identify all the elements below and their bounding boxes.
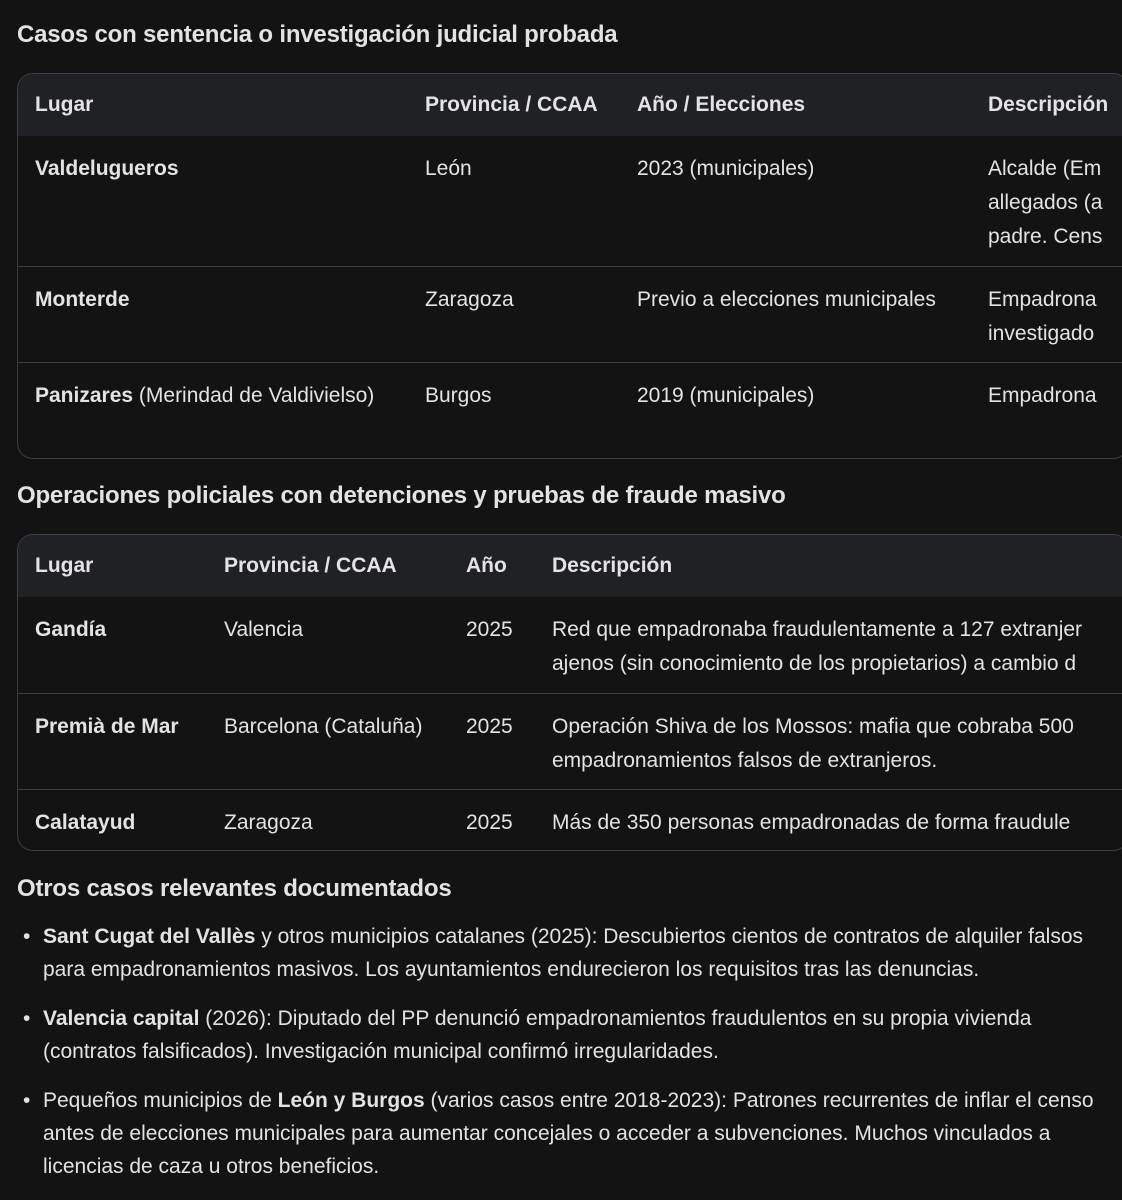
table-row: [18, 789, 1122, 849]
list-item: • Sant Cugat del Vallès y otros municipios catalanes (2025): Descubiertos cientos de contratos de alquiler falsos para empadronamientos masivos. Los ayuntamientos endurecieron los requisitos tras las denuncias.: [17, 920, 1107, 986]
police-operations-table: [17, 534, 1122, 851]
table-row: [18, 136, 1122, 266]
list-item: • Pequeños municipios de León y Burgos (varios casos entre 2018-2023): Patrones recurrentes de inflar el censo antes de elecciones municipales para aumentar concejales o acceder a subvenciones. Muchos vinculados a licencias de caza u otros beneficios.: [17, 1084, 1107, 1183]
section-title-judicial: Casos con sentencia o investigación judicial probada: [17, 21, 618, 48]
column-header-year: Año / Elecciones: [637, 93, 806, 116]
year-cell: 2025: [449, 789, 535, 849]
description-cell: Operación Shiva de los Mossos: mafia que cobraba 500 empadronamientos falsos de extranjeros.: [535, 693, 1122, 789]
list-item: • Valencia capital (2026): Diputado del PP denunció empadronamientos fraudulentos en su propia vivienda (contratos falsificados). Investigación municipal confirmó irregularidades.: [17, 1002, 1107, 1068]
table-row: [18, 362, 1122, 458]
other-cases-list: [17, 920, 1107, 1199]
province-cell: Barcelona (Cataluña): [207, 693, 449, 789]
item-highlight: Valencia capital: [43, 1007, 200, 1030]
year-cell: 2025: [466, 618, 513, 641]
year-cell: 2023 (municipales): [637, 157, 815, 180]
province-cell: Burgos: [408, 362, 620, 458]
province-cell: Zaragoza: [207, 789, 449, 849]
description-cell: Empadrona investigado: [971, 266, 1122, 362]
column-header-province: Provincia / CCAA: [224, 554, 397, 577]
place-name: Panizares: [35, 383, 134, 407]
place-name: Calatayud: [35, 810, 136, 834]
table-row: [18, 266, 1122, 362]
column-header-description: Descripción: [988, 93, 1109, 116]
column-header-place: Lugar: [35, 93, 94, 116]
item-highlight: León y Burgos: [277, 1089, 425, 1112]
province-cell: Zaragoza: [408, 266, 620, 362]
table-row: [18, 693, 1122, 789]
place-extra: (Merindad de Valdivielso): [133, 383, 375, 407]
column-header-province: Provincia / CCAA: [425, 93, 598, 116]
table-header-row: [18, 74, 1122, 136]
year-cell: 2025: [449, 693, 535, 789]
year-cell: Previo a elecciones municipales: [620, 266, 971, 362]
table-header-row: [18, 535, 1122, 597]
description-cell: Empadrona: [971, 362, 1122, 458]
table-row: [18, 597, 1122, 693]
section-title-other: Otros casos relevantes documentados: [17, 875, 452, 902]
year-cell: 2019 (municipales): [620, 362, 971, 458]
description-cell: Más de 350 personas empadronadas de forma fraudule: [535, 789, 1122, 849]
item-highlight: Sant Cugat del Vallès: [43, 925, 256, 948]
place-name: Monterde: [35, 287, 130, 311]
place-name: Valdelugueros: [35, 157, 179, 180]
column-header-description: Descripción: [552, 554, 673, 577]
province-cell: Valencia: [224, 618, 303, 641]
description-cell: Alcalde (Em allegados (a padre. Cens: [988, 157, 1103, 248]
judicial-cases-table: [17, 73, 1122, 459]
place-name: Premià de Mar: [35, 714, 179, 738]
province-cell: León: [425, 157, 472, 180]
column-header-year: Año: [466, 554, 507, 577]
section-title-police: Operaciones policiales con detenciones y pruebas de fraude masivo: [17, 482, 786, 509]
column-header-place: Lugar: [35, 554, 94, 577]
description-cell: Red que empadronaba fraudulentamente a 127 extranjer ajenos (sin conocimiento de los propietarios) a cambio d: [552, 618, 1083, 675]
place-name: Gandía: [35, 618, 107, 641]
